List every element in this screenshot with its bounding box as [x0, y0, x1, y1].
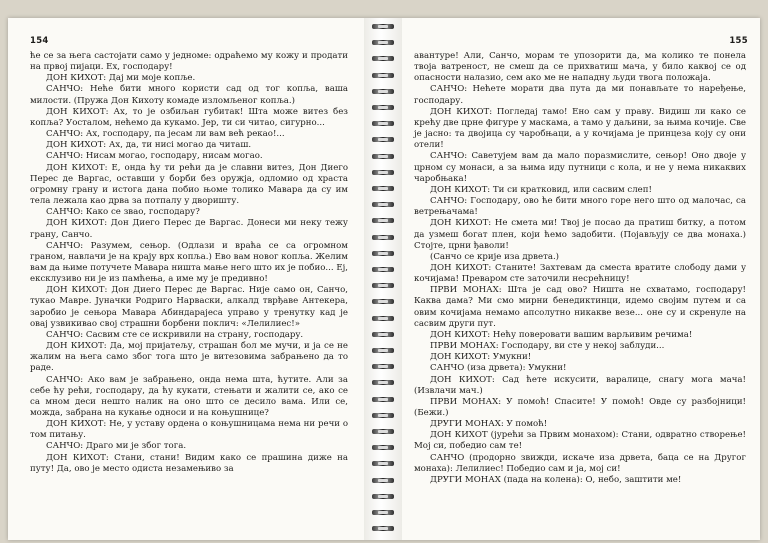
binding-ring — [372, 154, 394, 159]
binding-ring — [372, 218, 394, 223]
paragraph: ДОН КИХОТ: Не смета ми! Твој је посао да пратиш битку, а потом да узмеш богат плен, који ћемо задобити. (Појављују се два монаха.) Стојте, црни ђаволи! — [414, 218, 746, 251]
paragraph: ДОН КИХОТ: Умукни! — [430, 352, 532, 363]
paragraph: САНЧО: Драго ми је због тога. — [46, 441, 187, 452]
paragraph: ДОН КИХОТ: Нећу поверовати вашим варљивим речима! — [430, 329, 693, 340]
spiral-binding — [364, 18, 402, 540]
binding-ring — [372, 316, 394, 321]
paragraph: ДОН КИХОТ: Не, у уставу ордена о коњушницама нема ни речи о том питању. — [30, 419, 348, 441]
open-book-spread — [8, 18, 760, 540]
paragraph: ДОН КИХОТ: Дон Диего Перес де Варгас. Донеси ми неку тежу грану, Санчо. — [30, 218, 348, 240]
binding-ring — [372, 24, 394, 29]
binding-ring — [372, 251, 394, 256]
paragraph: ДОН КИХОТ: Е, онда ћу ти рећи да је славни витез, Дон Диего Перес де Варгас, оставши у борби без оружја, одломио од храста огромну грану и истога дана побио њоме толико Мавара да су им тела лежала као дрва за потпалу у дворишту. — [30, 162, 348, 207]
paragraph: ДРУГИ МОНАХ: У помоћ! — [430, 419, 548, 430]
page-number: 154 — [30, 36, 49, 46]
page-text — [414, 51, 746, 534]
binding-ring — [372, 202, 394, 207]
paragraph: ДОН КИХОТ: Стани, стани! Видим како се прашина диже на путу! Да, ово је место одиста незамењиво за — [30, 452, 348, 474]
paragraph: ће се за њега састојати само у једноме: одраћемо му кожу и продати на првој пијаци. Ех, господару! — [30, 51, 348, 73]
binding-ring — [372, 56, 394, 61]
binding-ring — [372, 429, 394, 434]
page-number: 155 — [729, 36, 748, 46]
binding-ring — [372, 283, 394, 288]
paragraph: ДОН КИХОТ: Погледај тамо! Ено сам у праву. Видиш ли како се крећу две црне фигуре у маскама, а тамо у даљини, за њима кочије. Све је јасно: та двојица су чаробњаци, а у кочијама је принцеза коју су они отели! — [414, 106, 746, 151]
binding-ring — [372, 348, 394, 353]
binding-ring — [372, 380, 394, 385]
binding-ring — [372, 40, 394, 45]
paragraph: авантуре! Али, Санчо, морам те упозорити да, ма колико те понела твоја ватреност, не смеш да се прихватиш мача, у било каквој се од опасности налазио, сем ако ме не нападну људи твога положаја. — [414, 51, 746, 84]
paragraph: (Санчо се крије иза дрвета.) — [430, 251, 560, 262]
paragraph: ДОН КИХОТ: Ах, то је озбиљан губитак! Шта може витез без копља? Уосталом, нећемо да кукамо. Јер, ти си читао, сигурно... — [30, 106, 348, 128]
paragraph: ДОН КИХОТ: Дај ми моје копље. — [46, 73, 196, 84]
paragraph: САНЧО: Саветујем вам да мало поразмислите, сењор! Оно двоје у црном су монаси, а за њима иду путници с кола, и не у нема никаквих чаробњака! — [414, 151, 746, 184]
binding-ring — [372, 413, 394, 418]
binding-ring — [372, 267, 394, 272]
binding-ring — [372, 170, 394, 175]
paragraph: ПРВИ МОНАХ: Шта је сад ово? Ништа не схватамо, господару! Каква дама? Ми смо мирни бенедиктинци, идемо својим путем и са овим кочијама немамо апсолутно никакве везе... оне су и скренуле на сасвим други пут. — [414, 285, 746, 329]
binding-ring — [372, 89, 394, 94]
binding-ring — [372, 105, 394, 110]
paragraph: САНЧО: Неће бити много користи сад од тог копља, ваша милости. (Пружа Дон Кихоту комаде изломљеног копља.) — [30, 84, 348, 106]
paragraph: ДРУГИ МОНАХ (пада на колена): О, небо, заштити ме! — [430, 474, 682, 485]
paragraph: САНЧО: Нисам могао, господару, нисам могао. — [46, 151, 263, 162]
paragraph: ДОН КИХОТ: Да, мој пријатељу, страшан бол ме мучи, и ја се не жалим на њега само због тога што је витезовима забрањено да то раде. — [30, 341, 348, 374]
paragraph: САНЧО: Ах, господару, па јесам ли вам већ рекао!... — [46, 129, 285, 140]
binding-ring — [372, 478, 394, 483]
paragraph: САНЧО: Ако вам је забрањено, онда нема шта, ћутите. Али за себе ћу рећи, господару, да ћу кукати, стењати и жалити се, ако се са мном деси нешто налик на оно што се десило вама. Или се, можда, забрана на кукање односи и на коњушнице? — [30, 374, 348, 418]
paragraph: САНЧО: Разумем, сењор. (Одлази и враћа се са огромном граном, навлачи је на крају врх копља.) Ево вам новог копља. Желим вам да њиме потучете Мавара ништа мање него што их је побио... Еј, ексклузиво ни је из памћења, а име му је предивно! — [30, 240, 348, 285]
paragraph: ДОН КИХОТ: Станите! Захтевам да сместа вратите слободу дами у кочијама! Преваром сте заточили несрећницу! — [414, 262, 746, 285]
paragraph: САНЧО: Нећете морати два пута да ми понављате то наређење, господару. — [414, 84, 746, 106]
binding-ring — [372, 235, 394, 240]
binding-ring — [372, 364, 394, 369]
paragraph: ПРВИ МОНАХ: Господару, ви сте у некој заблуди... — [430, 341, 665, 352]
binding-ring — [372, 397, 394, 402]
page-text — [30, 51, 348, 534]
binding-ring — [372, 494, 394, 499]
paragraph: САНЧО: Како се звао, господару? — [46, 207, 200, 218]
paragraph: ДОН КИХОТ: Ти си кратковид, или сасвим слеп! — [430, 184, 652, 195]
paragraph: САНЧО (продорно звижди, искаче иза дрвета, баца се на Другог монаха): Лелилиес! Победио сам и ја, мој си! — [414, 452, 746, 474]
binding-ring — [372, 299, 394, 304]
left-page — [8, 18, 364, 540]
binding-ring — [372, 121, 394, 126]
binding-ring — [372, 510, 394, 515]
binding-ring — [372, 461, 394, 466]
paragraph: ДОН КИХОТ (јурећи за Првим монахом): Стани, одвратно створење! Мој си, победио сам те! — [414, 430, 746, 452]
paragraph: ДОН КИХОТ: Ах, да, ти нисi могао да читаш. — [46, 140, 252, 151]
binding-ring — [372, 332, 394, 337]
right-page — [402, 18, 760, 540]
paragraph: САНЧО (иза дрвета): Умукни! — [430, 363, 567, 374]
paragraph: ДОН КИХОТ: Сад ћете искусити, варалице, снагу мога мача! (Извлачи мач.) — [414, 374, 746, 396]
binding-ring — [372, 137, 394, 142]
paragraph: САНЧО: Господару, ово ће бити много горе него што од малочас, са ветрењачама! — [414, 196, 746, 218]
binding-ring — [372, 526, 394, 531]
binding-ring — [372, 445, 394, 450]
paragraph: ПРВИ МОНАХ: У помоћ! Спасите! У помоћ! Овде су разбојници! (Бежи.) — [414, 396, 746, 418]
paragraph: САНЧО: Сасвим сте се искривили на страну, господару. — [46, 329, 304, 340]
binding-ring — [372, 186, 394, 191]
paragraph: ДОН КИХОТ: Дон Диего Перес де Варгас. Није само он, Санчо, тукао Мавре. Јуначки Родриго Нарваски, алкалд тврђаве Антекера, заробио је сењора Мавара Абиндарајеса управо у тренутку кад је овај узвикивао свој страшни борбени поклич: «Лелилиес!» — [30, 285, 348, 329]
binding-ring — [372, 73, 394, 78]
